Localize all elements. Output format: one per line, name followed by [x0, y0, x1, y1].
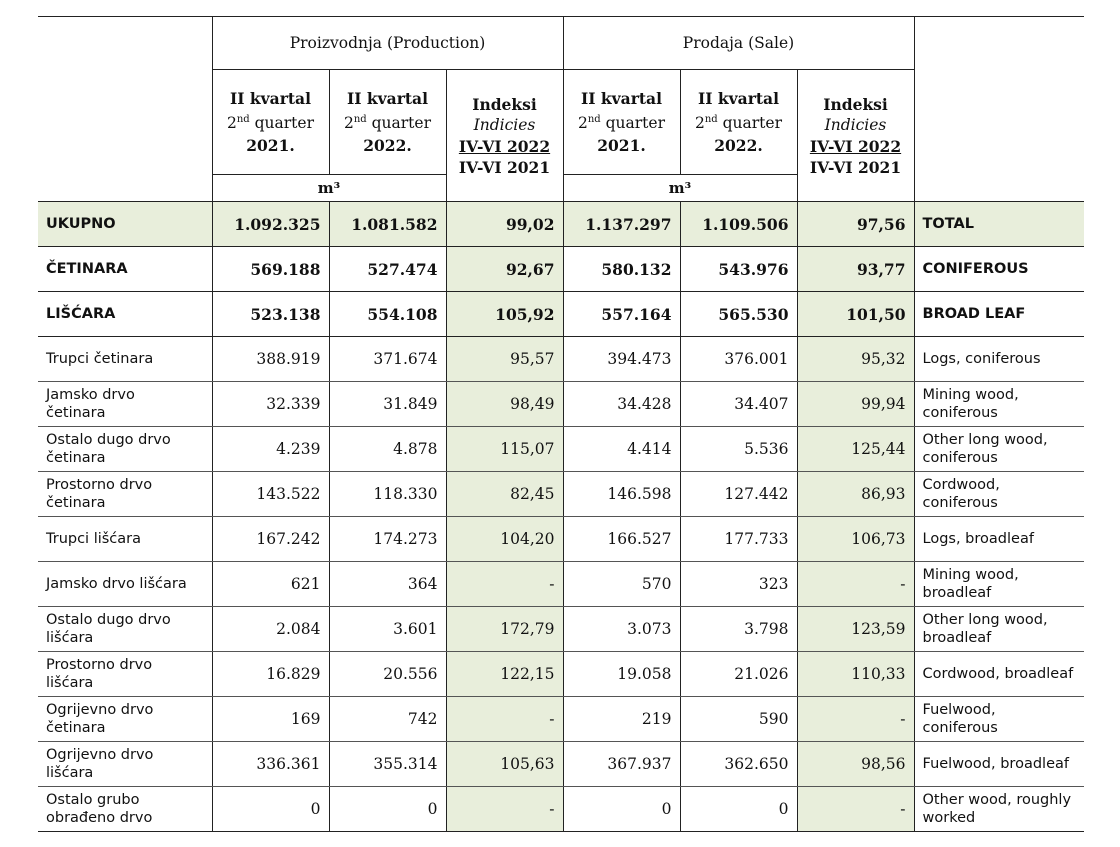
production-index: 95,57	[446, 337, 563, 382]
production-q2022-header	[329, 70, 446, 175]
q-label: II kvartal	[347, 89, 428, 109]
production-index: 115,07	[446, 427, 563, 472]
sale-2021: 557.164	[563, 292, 680, 337]
production-index: 82,45	[446, 472, 563, 517]
row-label: LIŠĆARA	[38, 292, 212, 337]
row-label-line2: četinara	[46, 720, 106, 736]
row-label: UKUPNO	[38, 202, 212, 247]
production-2021: 569.188	[212, 247, 329, 292]
sale-index: 123,59	[797, 607, 914, 652]
sale-2022: 323	[680, 562, 797, 607]
production-label: Proizvodnja (Production)	[289, 33, 486, 52]
sale-2021: 570	[563, 562, 680, 607]
production-2022: 20.556	[329, 652, 446, 697]
row-label	[38, 517, 212, 562]
q-word: quarter	[249, 114, 314, 133]
sale-2021: 19.058	[563, 652, 680, 697]
production-unit	[212, 175, 446, 202]
row-label: ČETINARA	[38, 247, 212, 292]
row-label-en-line1: Mining wood,	[922, 567, 1019, 583]
production-2021: 2.084	[212, 607, 329, 652]
q-label: II kvartal	[698, 89, 779, 109]
production-index: -	[446, 562, 563, 607]
q-label: II kvartal	[581, 89, 662, 109]
row-label-line1: Ostalo dugo drvo	[46, 432, 171, 448]
q-num: 2	[226, 114, 237, 133]
row-label	[38, 337, 212, 382]
summary-row-coniferous	[38, 247, 1084, 292]
sale-2021: 4.414	[563, 427, 680, 472]
production-index: 99,02	[446, 202, 563, 247]
row-label-line1: Trupci lišćara	[46, 531, 142, 547]
sale-2022: 590	[680, 697, 797, 742]
row-label-en-line1: Other long wood,	[922, 432, 1048, 448]
wood-production-sale-table	[38, 16, 1084, 832]
row-label-en-line2: broadleaf	[922, 585, 992, 601]
row-label	[38, 652, 212, 697]
sale-index: 99,94	[797, 382, 914, 427]
q-year: 2021.	[597, 135, 646, 155]
row-label-en-line1: Logs, coniferous	[922, 351, 1041, 367]
row-label-line2: lišćara	[46, 630, 94, 646]
sale-2022: 0	[680, 787, 797, 832]
sale-q2022-header	[680, 70, 797, 175]
production-2021: 16.829	[212, 652, 329, 697]
sale-index: 106,73	[797, 517, 914, 562]
row-label-en-line2: worked	[922, 810, 976, 826]
table-row	[38, 382, 1084, 427]
row-label-line1: Ogrijevno drvo	[46, 702, 154, 718]
table-row	[38, 607, 1084, 652]
q-sup: nd	[353, 114, 367, 126]
sale-2022: 177.733	[680, 517, 797, 562]
production-index: -	[446, 697, 563, 742]
production-2021: 32.339	[212, 382, 329, 427]
row-label-line2: lišćara	[46, 675, 94, 691]
q-word: quarter	[366, 114, 431, 133]
row-label-en-line2: coniferous	[922, 495, 998, 511]
production-2021: 1.092.325	[212, 202, 329, 247]
row-label-line1: Jamsko drvo lišćara	[46, 576, 187, 592]
production-2021: 169	[212, 697, 329, 742]
table-row	[38, 427, 1084, 472]
sale-q2021-header	[563, 70, 680, 175]
sale-index: 97,56	[797, 202, 914, 247]
sale-2021: 166.527	[563, 517, 680, 562]
row-label-en	[914, 337, 1084, 382]
sale-2022: 3.798	[680, 607, 797, 652]
production-2021: 143.522	[212, 472, 329, 517]
row-label-en: BROAD LEAF	[914, 292, 1084, 337]
row-label-line2: četinara	[46, 405, 106, 421]
index-denominator: IV-VI 2021	[458, 157, 551, 177]
production-2022: 364	[329, 562, 446, 607]
row-label	[38, 607, 212, 652]
q-sup: nd	[236, 114, 250, 126]
sale-2021: 146.598	[563, 472, 680, 517]
table-row	[38, 697, 1084, 742]
sale-2021: 1.137.297	[563, 202, 680, 247]
sale-2022: 565.530	[680, 292, 797, 337]
sale-index: 95,32	[797, 337, 914, 382]
q-label: II kvartal	[230, 89, 311, 109]
sale-2021: 3.073	[563, 607, 680, 652]
index-denominator: IV-VI 2021	[809, 157, 902, 177]
row-label-en	[914, 787, 1084, 832]
production-2022: 355.314	[329, 742, 446, 787]
q-num: 2	[343, 114, 354, 133]
table-row	[38, 472, 1084, 517]
index-label: Indeksi	[823, 94, 888, 114]
row-label-en	[914, 562, 1084, 607]
row-label-en	[914, 517, 1084, 562]
q-sup: nd	[587, 114, 601, 126]
sale-index-header	[797, 70, 914, 202]
row-label-line2: lišćara	[46, 765, 94, 781]
sale-2021: 219	[563, 697, 680, 742]
sale-index: -	[797, 562, 914, 607]
table-row	[38, 787, 1084, 832]
row-label-en	[914, 742, 1084, 787]
sale-2021: 0	[563, 787, 680, 832]
q-word: quarter	[600, 114, 665, 133]
row-label-line1: Prostorno drvo	[46, 657, 153, 673]
sale-index: 125,44	[797, 427, 914, 472]
production-2022: 118.330	[329, 472, 446, 517]
production-index: 105,92	[446, 292, 563, 337]
unit-label: m³	[317, 178, 341, 197]
row-label-line2: četinara	[46, 450, 106, 466]
sale-2022: 376.001	[680, 337, 797, 382]
row-label-line1: Ostalo dugo drvo	[46, 612, 171, 628]
index-label-en: Indicies	[824, 115, 887, 134]
row-label-line1: Trupci četinara	[46, 351, 154, 367]
row-label-en	[914, 607, 1084, 652]
sale-2022: 1.109.506	[680, 202, 797, 247]
production-index: 105,63	[446, 742, 563, 787]
sale-2022: 543.976	[680, 247, 797, 292]
sale-2021: 367.937	[563, 742, 680, 787]
row-label-line2: obrađeno drvo	[46, 810, 153, 826]
sale-2022: 127.442	[680, 472, 797, 517]
production-index: 122,15	[446, 652, 563, 697]
production-2022: 4.878	[329, 427, 446, 472]
row-label-en-line1: Cordwood, broadleaf	[922, 666, 1074, 682]
sale-index: 110,33	[797, 652, 914, 697]
row-label-en-line1: Mining wood,	[922, 387, 1019, 403]
row-label-en-line1: Cordwood,	[922, 477, 1000, 493]
row-label	[38, 562, 212, 607]
sale-label: Prodaja (Sale)	[682, 33, 795, 52]
production-index: 172,79	[446, 607, 563, 652]
table-row	[38, 517, 1084, 562]
production-2021: 523.138	[212, 292, 329, 337]
header-row-groups	[38, 17, 1084, 70]
production-2022: 554.108	[329, 292, 446, 337]
q-year: 2021.	[246, 135, 295, 155]
sale-index: 93,77	[797, 247, 914, 292]
q-word: quarter	[717, 114, 782, 133]
row-label-line1: Ogrijevno drvo	[46, 747, 154, 763]
row-label	[38, 787, 212, 832]
row-label-en: CONIFEROUS	[914, 247, 1084, 292]
row-label-en	[914, 382, 1084, 427]
row-label-line2: četinara	[46, 495, 106, 511]
row-label-en-line2: coniferous	[922, 405, 998, 421]
sale-2021: 580.132	[563, 247, 680, 292]
table-row	[38, 562, 1084, 607]
sale-2022: 34.407	[680, 382, 797, 427]
q-year: 2022.	[363, 135, 412, 155]
sale-index: 101,50	[797, 292, 914, 337]
sale-index: -	[797, 697, 914, 742]
header-empty-right	[914, 17, 1084, 202]
production-2021: 167.242	[212, 517, 329, 562]
production-2022: 742	[329, 697, 446, 742]
sale-2022: 21.026	[680, 652, 797, 697]
row-label	[38, 382, 212, 427]
index-label-en: Indicies	[473, 115, 536, 134]
sale-2022: 362.650	[680, 742, 797, 787]
sale-index: -	[797, 787, 914, 832]
production-group-header	[212, 17, 563, 70]
row-label-line1: Jamsko drvo	[46, 387, 135, 403]
row-label	[38, 697, 212, 742]
q-num: 2	[577, 114, 588, 133]
header-empty-left	[38, 17, 212, 202]
production-2022: 31.849	[329, 382, 446, 427]
index-numerator: IV-VI 2022	[458, 136, 551, 156]
row-label-line1: Ostalo grubo	[46, 792, 140, 808]
production-2021: 388.919	[212, 337, 329, 382]
sale-2021: 394.473	[563, 337, 680, 382]
table-row	[38, 337, 1084, 382]
sale-2021: 34.428	[563, 382, 680, 427]
row-label-en-line1: Fuelwood, broadleaf	[922, 756, 1069, 772]
summary-row-broadleaf	[38, 292, 1084, 337]
row-label-en	[914, 652, 1084, 697]
production-2022: 371.674	[329, 337, 446, 382]
row-label-en	[914, 697, 1084, 742]
production-q2021-header	[212, 70, 329, 175]
row-label-en-line2: coniferous	[922, 450, 998, 466]
unit-label: m³	[668, 178, 692, 197]
q-num: 2	[694, 114, 705, 133]
row-label-en-line2: coniferous	[922, 720, 998, 736]
row-label-en-line1: Logs, broadleaf	[922, 531, 1034, 547]
production-index-header	[446, 70, 563, 202]
table-row	[38, 742, 1084, 787]
row-label-line1: Prostorno drvo	[46, 477, 153, 493]
production-2021: 621	[212, 562, 329, 607]
row-label	[38, 742, 212, 787]
row-label-en-line1: Other wood, roughly	[922, 792, 1072, 808]
row-label-en-line1: Fuelwood,	[922, 702, 996, 718]
row-label-en	[914, 472, 1084, 517]
production-2021: 336.361	[212, 742, 329, 787]
production-2022: 3.601	[329, 607, 446, 652]
row-label	[38, 427, 212, 472]
table-row	[38, 652, 1084, 697]
production-2022: 0	[329, 787, 446, 832]
row-label	[38, 472, 212, 517]
production-index: 98,49	[446, 382, 563, 427]
row-label-en-line1: Other long wood,	[922, 612, 1048, 628]
index-numerator: IV-VI 2022	[809, 136, 902, 156]
production-2021: 4.239	[212, 427, 329, 472]
production-2022: 527.474	[329, 247, 446, 292]
sale-unit	[563, 175, 797, 202]
q-sup: nd	[704, 114, 718, 126]
sale-index: 98,56	[797, 742, 914, 787]
data-rows	[38, 337, 1084, 832]
row-label-en: TOTAL	[914, 202, 1084, 247]
production-index: -	[446, 787, 563, 832]
sale-2022: 5.536	[680, 427, 797, 472]
summary-row-total	[38, 202, 1084, 247]
row-label-en-line2: broadleaf	[922, 630, 992, 646]
production-index: 104,20	[446, 517, 563, 562]
production-2022: 174.273	[329, 517, 446, 562]
production-2022: 1.081.582	[329, 202, 446, 247]
row-label-en	[914, 427, 1084, 472]
production-index: 92,67	[446, 247, 563, 292]
sale-group-header	[563, 17, 914, 70]
q-year: 2022.	[714, 135, 763, 155]
production-2021: 0	[212, 787, 329, 832]
sale-index: 86,93	[797, 472, 914, 517]
index-label: Indeksi	[472, 94, 537, 114]
